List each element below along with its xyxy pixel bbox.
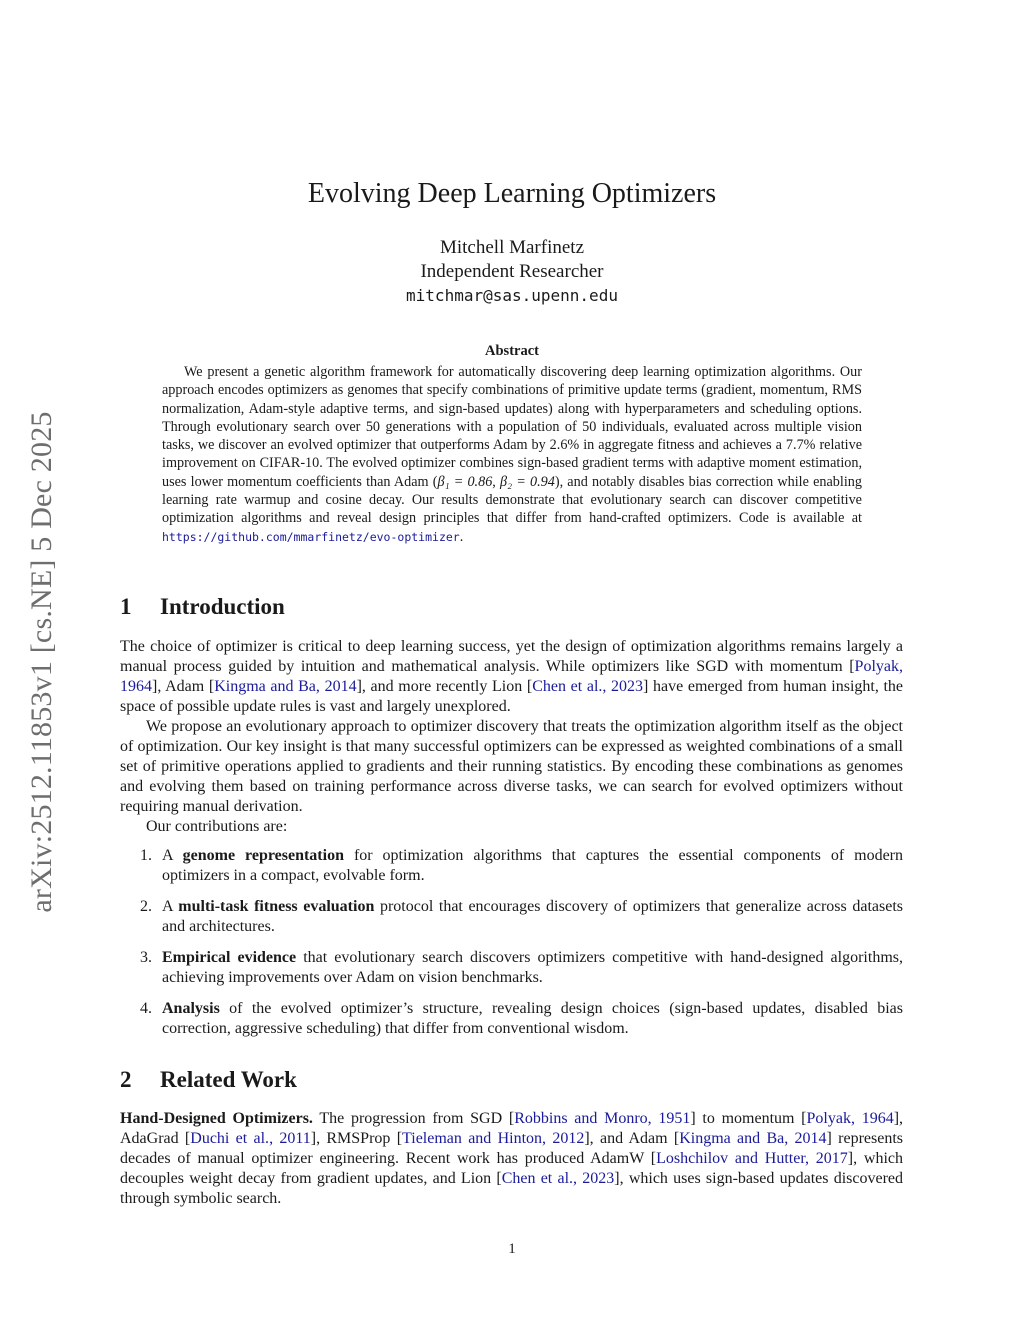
citation-loshchilov-hutter[interactable]: Loshchilov and Hutter, 2017 — [656, 1150, 848, 1167]
citation-year: 2012 — [552, 1130, 585, 1147]
abstract-text-2: ), and notably disables bias correction while enabling learning rate warmup and cosine decay. Our results demonstrate that evolutionary search can discover competitive optimization algorithms and reveal design principles that differ from hand-crafted optimizers. Code is available at — [162, 473, 862, 527]
author-email: mitchmar@sas.upenn.edu — [406, 286, 618, 305]
related-work-body — [120, 1109, 903, 1209]
intro-p1-text-d: ] have emerged from human insight, the space of possible update rules is vast and largely unexplored. — [120, 678, 904, 715]
citation-year: 2023 — [582, 1170, 615, 1187]
intro-paragraph-3: Our contributions are: — [146, 818, 288, 835]
paragraph-heading: Hand-Designed Optimizers. — [120, 1110, 313, 1127]
abstract-text-3: . — [459, 528, 464, 545]
citation-duchi[interactable]: Duchi et al., 2011 — [190, 1130, 311, 1147]
citation-polyak[interactable]: Polyak, 1964 — [806, 1110, 894, 1127]
citation-author: Kingma and Ba — [679, 1130, 785, 1147]
citation-author: Polyak — [854, 658, 899, 675]
contribution-text: that evolutionary search discovers optimizers competitive with hand-designed algorithms, achieving improvements over Adam on vision benchmarks. — [162, 949, 903, 986]
intro-paragraph-1 — [120, 637, 903, 717]
intro-paragraph-2: We propose an evolutionary approach to optimizer discovery that treats the optimization algorithm itself as the object of optimization. Our key insight is that many successful optimizers can be expressed as weighted combinations of a small set of primitive operations applied to gradients and their running statistics. By encoding these combinations as genomes and evolving them based on training performance across diverse tasks, we can search for evolved optimizers without requiring manual derivation. — [120, 718, 903, 815]
contribution-item — [120, 948, 903, 988]
citation-year: 2014 — [794, 1130, 827, 1147]
related-text: ] represents decades of manual optimizer engineering. Recent work has produced AdamW [ — [120, 1130, 904, 1167]
contribution-item — [120, 846, 903, 886]
contribution-keyword: Empirical evidence — [162, 949, 297, 966]
code-repository-link[interactable]: https://github.com/mmarfinetz/evo-optimizer — [162, 529, 460, 544]
citation-polyak[interactable]: Polyak, 1964 — [120, 658, 903, 695]
citation-kingma-ba[interactable]: Kingma and Ba, 2014 — [214, 678, 357, 695]
citation-year: 1964 — [861, 1110, 894, 1127]
related-text: ], and Adam [ — [584, 1130, 680, 1147]
citation-chen[interactable]: Chen et al., 2023 — [501, 1170, 615, 1187]
introduction-body — [120, 637, 903, 837]
contribution-item — [120, 897, 903, 937]
citation-author: Tieleman and Hinton — [402, 1130, 543, 1147]
section-heading-introduction — [120, 594, 285, 620]
list-marker: 4. — [140, 1000, 152, 1017]
abstract-sep: , — [492, 473, 501, 490]
citation-chen[interactable]: Chen et al., 2023 — [532, 678, 644, 695]
citation-year: 1964 — [120, 678, 152, 695]
author-block — [0, 236, 1024, 308]
contribution-item — [120, 999, 903, 1039]
list-marker: 2. — [140, 898, 152, 915]
author-affiliation: Independent Researcher — [420, 261, 604, 282]
abstract-heading: Abstract — [485, 343, 539, 359]
paper-title: Evolving Deep Learning Optimizers — [307, 178, 717, 209]
abstract-beta2: β₂ = 0.94 — [500, 473, 555, 490]
abstract-beta1: β₁ = 0.86 — [437, 473, 493, 490]
intro-p1-text-c: ], and more recently Lion [ — [356, 678, 533, 695]
citation-kingma-ba[interactable]: Kingma and Ba, 2014 — [679, 1130, 827, 1147]
related-text: ], AdaGrad [ — [120, 1110, 904, 1147]
contributions-list — [120, 846, 903, 1050]
citation-robbins-monro[interactable]: Robbins and Monro, 1951 — [514, 1110, 691, 1127]
related-text: ] to momentum [ — [690, 1110, 807, 1127]
author-name: Mitchell Marfinetz — [439, 237, 585, 258]
citation-author: Chen et al. — [532, 678, 603, 695]
contribution-text: for optimization algorithms that captures the essential components of modern optimizers in a compact, evolvable form. — [162, 847, 903, 884]
related-text: The progression from SGD [ — [312, 1110, 515, 1127]
contribution-lead: A — [162, 898, 179, 915]
intro-p1-text-a: The choice of optimizer is critical to deep learning success, yet the design of optimization algorithms remains largely a manual process guided by intuition and mathematical analysis. While optimizers like SGD with momentum [ — [120, 638, 903, 675]
related-text: ], which uses sign-based updates discovered through symbolic search. — [120, 1170, 904, 1207]
related-paragraph-1 — [120, 1109, 903, 1209]
citation-year: 2014 — [324, 678, 357, 695]
arxiv-identifier-stamp: arXiv:2512.11853v1 [cs.NE] 5 Dec 2025 — [25, 411, 58, 913]
citation-author: Loshchilov and Hutter — [656, 1150, 806, 1167]
citation-year: 2011 — [279, 1130, 311, 1147]
section-number: 1 — [120, 594, 132, 619]
citation-author: Kingma and Ba — [214, 678, 316, 695]
citation-author: Polyak — [806, 1110, 851, 1127]
citation-year: 2017 — [815, 1150, 848, 1167]
contribution-text: protocol that encourages discovery of optimizers that generalize across datasets and architectures. — [162, 898, 903, 935]
related-text: ], which decouples weight decay from gradient updates, and Lion [ — [120, 1150, 903, 1187]
list-marker: 1. — [140, 847, 152, 864]
section-title: Related Work — [160, 1067, 297, 1092]
abstract-body — [162, 363, 862, 546]
section-title: Introduction — [160, 594, 285, 619]
citation-tieleman-hinton[interactable]: Tieleman and Hinton, 2012 — [402, 1130, 585, 1147]
page-number: 1 — [508, 1241, 516, 1257]
citation-year: 1951 — [658, 1110, 691, 1127]
contribution-keyword: multi-task fitness evaluation — [178, 898, 375, 915]
abstract-text-1: We present a genetic algorithm framework for automatically discovering deep learning optimization algorithms. Our approach encodes optimizers as genomes that specify combinations of primitive update terms (gradient, momentum, RMS normalization, Adam-style adaptive terms, and sign-based updates) along with hyperparameters and scheduling options. Through evolutionary search over 50 generations with a population of 50 individuals, evaluated across multiple vision tasks, we discover an evolved optimizer that outperforms Adam by 2.6% in aggregate fitness and achieves a 7.7% relative improvement on CIFAR-10. The evolved optimizer combines sign-based gradient terms with adaptive moment estimation, uses lower momentum coefficients than Adam ( — [162, 364, 862, 490]
citation-year: 2023 — [611, 678, 644, 695]
citation-author: Robbins and Monro — [514, 1110, 648, 1127]
list-marker: 3. — [140, 949, 152, 966]
section-number: 2 — [120, 1067, 132, 1092]
related-text: ], RMSProp [ — [310, 1130, 403, 1147]
contribution-keyword: genome representation — [182, 847, 344, 864]
contribution-text: of the evolved optimizer’s structure, revealing design choices (sign-based updates, disabled bias correction, aggressive scheduling) that differ from conventional wisdom. — [162, 1000, 903, 1037]
contribution-keyword: Analysis — [162, 1000, 220, 1017]
section-heading-related-work — [120, 1067, 297, 1093]
contribution-lead: A — [162, 847, 183, 864]
citation-author: Duchi et al. — [190, 1130, 270, 1147]
intro-p1-text-b: ], Adam [ — [152, 678, 215, 695]
citation-author: Chen et al. — [501, 1170, 574, 1187]
